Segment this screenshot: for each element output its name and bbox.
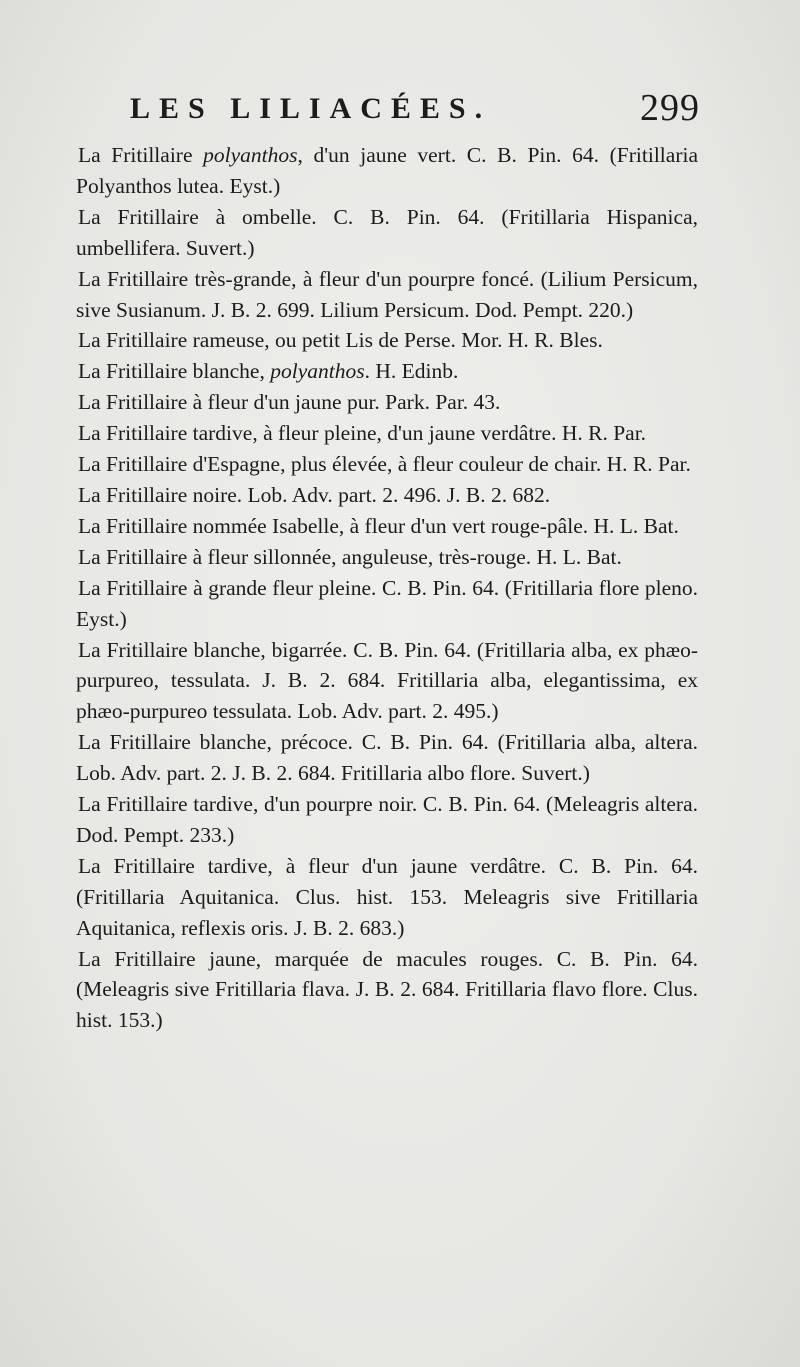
page-number: 299 — [640, 87, 700, 129]
entry-paragraph: La Fritillaire jaune, marquée de macules rouges. C. B. Pin. 64. (Meleagris sive Fritillaria flava. J. B. 2. 684. Fritillaria flavo flore. Clus. hist. 153.) — [76, 946, 698, 1033]
entry-paragraph: La Fritillaire très-grande, à fleur d'un pourpre foncé. (Lilium Persicum, sive Susianum. J. B. 2. 699. Lilium Persicum. Dod. Pempt. 220.) — [76, 266, 698, 322]
entry-paragraph: La Fritillaire à grande fleur pleine. C. B. Pin. 64. (Fritillaria flore pleno. Eyst.) — [76, 575, 698, 631]
entry-paragraph: La Fritillaire polyanthos, d'un jaune vert. C. B. Pin. 64. (Fritillaria Polyanthos lutea. Eyst.) — [76, 143, 698, 198]
entry-paragraph: La Fritillaire à fleur sillonnée, anguleuse, très-rouge. H. L. Bat. — [78, 544, 622, 569]
entry-paragraph: La Fritillaire tardive, d'un pourpre noir. C. B. Pin. 64. (Meleagris altera. Dod. Pempt. 233.) — [76, 792, 698, 847]
entry-paragraph: La Fritillaire tardive, à fleur d'un jaune verdâtre. C. B. Pin. 64. (Fritillaria Aquitanica. Clus. hist. 153. Meleagris sive Fritillaria Aquitanica, reflexis oris. J. B. 2. 683.) — [76, 853, 698, 940]
running-head: LES LILIACÉES. — [130, 92, 492, 125]
entry-paragraph: La Fritillaire d'Espagne, plus élevée, à fleur couleur de chair. H. R. Par. — [78, 452, 691, 477]
entry-paragraph: La Fritillaire noire. Lob. Adv. part. 2. 496. J. B. 2. 682. — [78, 482, 551, 507]
body-text — [76, 140, 698, 1036]
entry-paragraph: La Fritillaire à ombelle. C. B. Pin. 64. (Fritillaria Hispanica, umbellifera. Suvert.) — [76, 204, 698, 260]
entry-paragraph: La Fritillaire à fleur d'un jaune pur. Park. Par. 43. — [78, 390, 501, 415]
entry-paragraph: La Fritillaire blanche, polyanthos. H. Edinb. — [78, 359, 459, 384]
entry-paragraph: La Fritillaire rameuse, ou petit Lis de Perse. Mor. H. R. Bles. — [78, 328, 603, 353]
page-header — [130, 86, 700, 136]
entry-paragraph: La Fritillaire blanche, précoce. C. B. Pin. 64. (Fritillaria alba, altera. Lob. Adv. part. 2. J. B. 2. 684. Fritillaria albo flore. Suvert.) — [76, 730, 698, 786]
entry-paragraph: La Fritillaire nommée Isabelle, à fleur d'un vert rouge-pâle. H. L. Bat. — [78, 513, 679, 538]
entry-paragraph: La Fritillaire blanche, bigarrée. C. B. Pin. 64. (Fritillaria alba, ex phæo-purpureo, tessulata. J. B. 2. 684. Fritillaria alba, elegantissima, ex phæo-purpureo tessulata. Lob. Adv. part. 2. 495.) — [76, 637, 698, 724]
entry-paragraph: La Fritillaire tardive, à fleur pleine, d'un jaune verdâtre. H. R. Par. — [78, 421, 647, 446]
